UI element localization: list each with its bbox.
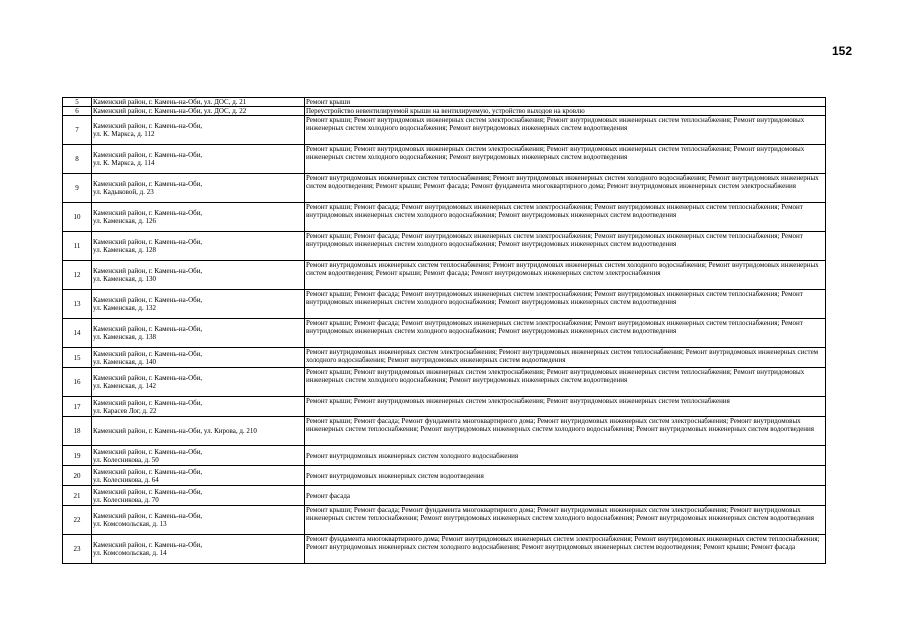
table-row [63,348,826,368]
address-cell [92,319,305,348]
address-cell [92,368,305,397]
works-cell: Ремонт крыши; Ремонт фасада; Ремонт фундамента многоквартирного дома; Ремонт внутридомовых инженерных систем электроснабжения; Ремонт внутридомовых инженерных систем теплоснабжения; Ремонт внутридомовых инженерных систем холодного водоснабжения; Ремонт внутридомовых инженерных систем водоотведения [305,506,826,535]
works-cell: Ремонт внутридомовых инженерных систем водоотведения [305,466,826,486]
address-cell [92,397,305,417]
works-cell: Ремонт внутридомовых инженерных систем электроснабжения; Ремонт внутридомовых инженерных систем теплоснабжения; Ремонт внутридомовых инженерных систем холодного водоснабжения; Ремонт внутридомовых инженерных систем водоотведения [305,348,826,368]
address-line: Каменский район, г. Камень-на-Оби, [93,541,203,550]
table-row [63,319,826,348]
works-cell: Переустройство невентилируемой крыши на вентилируемую, устройство выходов на кровлю [305,107,826,116]
table-body [63,98,826,564]
address-line: ул. Комсомольская, д. 13 [93,520,167,529]
address-line: Каменский район, г. Камень-на-Оби, [93,487,203,496]
address-line: ул. Каменская, д. 126 [93,217,156,226]
row-number: 9 [63,174,92,203]
address-line: ул. К. Маркса, д. 114 [93,159,155,168]
table-row [63,466,826,486]
table-row [63,174,826,203]
address-line: Каменский район, г. Камень-на-Оби, ул. ДОС, д. 22 [93,107,247,116]
address-line: Каменский район, г. Камень-на-Оби, [93,180,203,189]
repair-works-table [62,97,826,564]
address-line: Каменский район, г. Камень-на-Оби, [93,349,203,358]
row-number: 10 [63,203,92,232]
address-line: Каменский район, г. Камень-на-Оби, [93,467,203,476]
address-line: Каменский район, г. Камень-на-Оби, [93,238,203,247]
address-cell [92,98,305,107]
row-number: 17 [63,397,92,417]
works-cell: Ремонт крыши; Ремонт внутридомовых инженерных систем электроснабжения; Ремонт внутридомовых инженерных систем теплоснабжения; Ремонт внутридомовых инженерных систем холодного водоснабжения; Ремонт внутридомовых инженерных систем водоотведения [305,368,826,397]
table-row [63,486,826,506]
address-line: ул. Комсомольская, д. 14 [93,549,167,558]
address-cell [92,107,305,116]
address-line: ул. Колесникова, д. 70 [93,495,159,504]
row-number: 15 [63,348,92,368]
address-line: Каменский район, г. Камень-на-Оби, [93,512,203,521]
table-row [63,203,826,232]
address-line: ул. Колесникова, д. 64 [93,475,159,484]
address-cell [92,145,305,174]
works-cell: Ремонт крыши; Ремонт фасада; Ремонт внутридомовых инженерных систем электроснабжения; Ремонт внутридомовых инженерных систем теплоснабжения; Ремонт внутридомовых инженерных систем холодного водоснабжения; Ремонт внутридомовых инженерных систем водоотведения [305,290,826,319]
row-number: 12 [63,261,92,290]
row-number: 18 [63,417,92,446]
address-line: ул. Каменская, д. 140 [93,357,156,366]
row-number: 8 [63,145,92,174]
address-line: Каменский район, г. Камень-на-Оби, [93,209,203,218]
address-cell [92,290,305,319]
address-cell [92,486,305,506]
table-row [63,506,826,535]
table-row [63,107,826,116]
address-cell [92,535,305,564]
address-line: Каменский район, г. Камень-на-Оби, [93,447,203,456]
address-line: Каменский район, г. Камень-на-Оби, [93,151,203,160]
works-cell: Ремонт крыши; Ремонт фасада; Ремонт внутридомовых инженерных систем электроснабжения; Ремонт внутридомовых инженерных систем теплоснабжения; Ремонт внутридомовых инженерных систем холодного водоснабжения; Ремонт внутридомовых инженерных систем водоотведения [305,319,826,348]
address-cell [92,174,305,203]
table-row [63,446,826,466]
row-number: 16 [63,368,92,397]
works-cell: Ремонт крыши; Ремонт фасада; Ремонт внутридомовых инженерных систем электроснабжения; Ремонт внутридомовых инженерных систем теплоснабжения; Ремонт внутридомовых инженерных систем холодного водоснабжения; Ремонт внутридомовых инженерных систем водоотведения [305,232,826,261]
address-cell [92,348,305,368]
address-line: ул. К. Маркса, д. 112 [93,130,155,139]
address-line: Каменский район, г. Камень-на-Оби, [93,296,203,305]
table-row [63,116,826,145]
row-number: 23 [63,535,92,564]
row-number: 13 [63,290,92,319]
row-number: 21 [63,486,92,506]
page-number: 152 [831,44,852,58]
address-line: Каменский район, г. Камень-на-Оби, [93,122,203,131]
row-number: 20 [63,466,92,486]
address-line: Каменский район, г. Камень-на-Оби, ул. Кирова, д. 210 [93,427,257,436]
row-number: 14 [63,319,92,348]
row-number: 6 [63,107,92,116]
table-row [63,397,826,417]
address-cell [92,261,305,290]
address-line: Каменский район, г. Камень-на-Оби, [93,267,203,276]
address-line: ул. Каменская, д. 132 [93,304,156,313]
table-row [63,368,826,397]
address-line: ул. Каменская, д. 142 [93,382,156,391]
row-number: 5 [63,98,92,107]
table-row [63,417,826,446]
address-cell [92,466,305,486]
table-row [63,232,826,261]
address-line: Каменский район, г. Камень-на-Оби, ул. ДОС, д. 21 [93,98,247,106]
works-cell: Ремонт крыши; Ремонт внутридомовых инженерных систем электроснабжения; Ремонт внутридомовых инженерных систем теплоснабжения; Ремонт внутридомовых инженерных систем холодного водоснабжения; Ремонт внутридомовых инженерных систем водоотведения [305,116,826,145]
works-cell: Ремонт внутридомовых инженерных систем холодного водоснабжения [305,446,826,466]
table-row [63,535,826,564]
works-cell: Ремонт фасада [305,486,826,506]
address-line: ул. Карасев Лог, д. 22 [93,406,157,415]
works-cell: Ремонт крыши; Ремонт фасада; Ремонт фундамента многоквартирного дома; Ремонт внутридомовых инженерных систем электроснабжения; Ремонт внутридомовых инженерных систем теплоснабжения; Ремонт внутридомовых инженерных систем холодного водоснабжения; Ремонт внутридомовых инженерных систем водоотведения [305,417,826,446]
address-line: Каменский район, г. Камень-на-Оби, [93,398,203,407]
address-line: ул. Колесникова, д. 50 [93,455,159,464]
address-line: Каменский район, г. Камень-на-Оби, [93,325,203,334]
table-row [63,261,826,290]
address-cell [92,116,305,145]
address-cell [92,506,305,535]
address-line: ул. Кадыковой, д. 23 [93,188,154,197]
address-line: ул. Каменская, д. 138 [93,333,156,342]
table-row [63,290,826,319]
address-line: ул. Каменская, д. 130 [93,275,156,284]
table-row [63,98,826,107]
row-number: 22 [63,506,92,535]
address-line: ул. Каменская, д. 128 [93,246,156,255]
works-cell: Ремонт внутридомовых инженерных систем теплоснабжения; Ремонт внутридомовых инженерных систем холодного водоснабжения; Ремонт внутридомовых инженерных систем водоотведения; Ремонт крыши; Ремонт фасада; Ремонт внутридомовых инженерных систем электроснабжения [305,261,826,290]
row-number: 7 [63,116,92,145]
works-cell: Ремонт крыши; Ремонт фасада; Ремонт внутридомовых инженерных систем электроснабжения; Ремонт внутридомовых инженерных систем теплоснабжения; Ремонт внутридомовых инженерных систем холодного водоснабжения; Ремонт внутридомовых инженерных систем водоотведения [305,203,826,232]
works-cell: Ремонт внутридомовых инженерных систем теплоснабжения; Ремонт внутридомовых инженерных систем холодного водоснабжения; Ремонт внутридомовых инженерных систем водоотведения; Ремонт крыши; Ремонт фасада; Ремонт фундамента многоквартирного дома; Ремонт внутридомовых инженерных систем электроснабжения [305,174,826,203]
table-row [63,145,826,174]
address-cell [92,232,305,261]
works-cell: Ремонт крыши [305,98,826,107]
address-cell [92,446,305,466]
address-line: Каменский район, г. Камень-на-Оби, [93,374,203,383]
row-number: 19 [63,446,92,466]
works-cell: Ремонт крыши; Ремонт внутридомовых инженерных систем электроснабжения; Ремонт внутридомовых инженерных систем теплоснабжения [305,397,826,417]
row-number: 11 [63,232,92,261]
address-cell [92,203,305,232]
address-cell [92,417,305,446]
works-cell: Ремонт крыши; Ремонт внутридомовых инженерных систем электроснабжения; Ремонт внутридомовых инженерных систем теплоснабжения; Ремонт внутридомовых инженерных систем холодного водоснабжения; Ремонт внутридомовых инженерных систем водоотведения [305,145,826,174]
works-cell: Ремонт фундамента многоквартирного дома; Ремонт внутридомовых инженерных систем электроснабжения; Ремонт внутридомовых инженерных систем теплоснабжения; Ремонт внутридомовых инженерных систем холодного водоснабжения; Ремонт внутридомовых инженерных систем водоотведения; Ремонт крыши; Ремонт фасада [305,535,826,564]
